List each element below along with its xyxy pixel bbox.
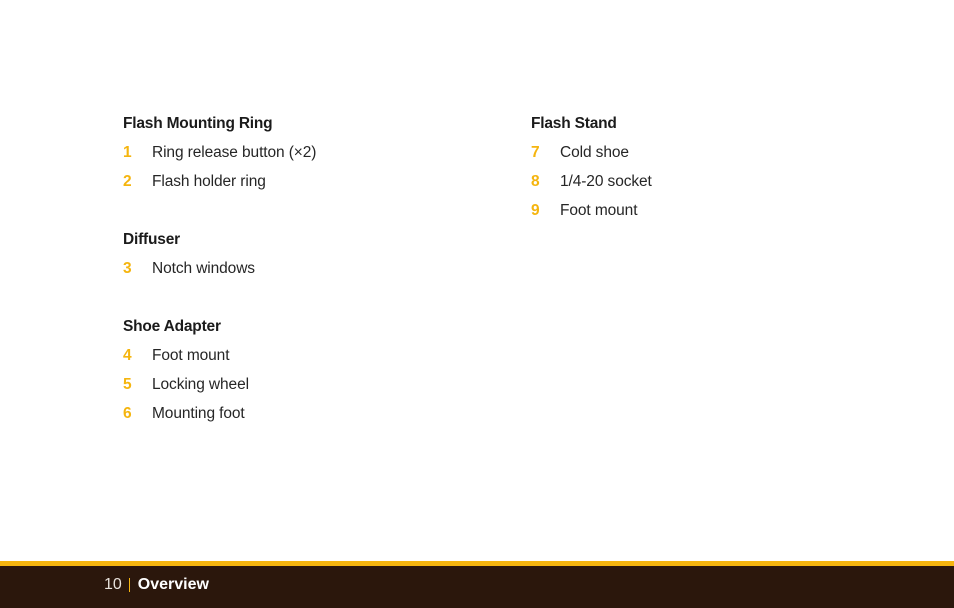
item-number: 6 <box>123 405 132 422</box>
item-label: Flash holder ring <box>152 173 266 190</box>
footer-separator <box>129 578 130 592</box>
item-number: 1 <box>123 144 132 161</box>
list-item <box>123 375 483 404</box>
item-label: Mounting foot <box>152 405 245 422</box>
footer-content <box>104 575 209 595</box>
section-title: Flash Mounting Ring <box>123 115 273 132</box>
section-shoe-adapter <box>123 317 483 433</box>
right-column <box>531 114 891 259</box>
section-title: Flash Stand <box>531 115 617 132</box>
section-diffuser <box>123 230 483 288</box>
list-item <box>123 259 483 288</box>
item-label: Foot mount <box>560 202 638 219</box>
item-number: 5 <box>123 376 132 393</box>
item-label: Ring release button (×2) <box>152 144 317 161</box>
item-label: Locking wheel <box>152 376 249 393</box>
item-number: 2 <box>123 173 132 190</box>
list-item <box>123 143 483 172</box>
list-item <box>123 346 483 375</box>
list-item <box>531 201 891 230</box>
list-item <box>123 404 483 433</box>
page-footer <box>0 566 954 608</box>
item-number: 4 <box>123 347 132 364</box>
item-label: Notch windows <box>152 260 255 277</box>
item-number: 3 <box>123 260 132 277</box>
item-label: 1/4-20 socket <box>560 173 652 190</box>
item-number: 7 <box>531 144 540 161</box>
list-item <box>531 143 891 172</box>
list-item <box>531 172 891 201</box>
footer-section-name: Overview <box>137 576 209 593</box>
section-flash-mounting-ring <box>123 114 483 201</box>
list-item <box>123 172 483 201</box>
section-flash-stand <box>531 114 891 230</box>
item-label: Foot mount <box>152 347 230 364</box>
page-number: 10 <box>104 576 122 593</box>
item-label: Cold shoe <box>560 144 629 161</box>
section-title: Diffuser <box>123 231 180 248</box>
item-number: 9 <box>531 202 540 219</box>
item-number: 8 <box>531 173 540 190</box>
left-column <box>123 114 483 462</box>
section-title: Shoe Adapter <box>123 318 221 335</box>
